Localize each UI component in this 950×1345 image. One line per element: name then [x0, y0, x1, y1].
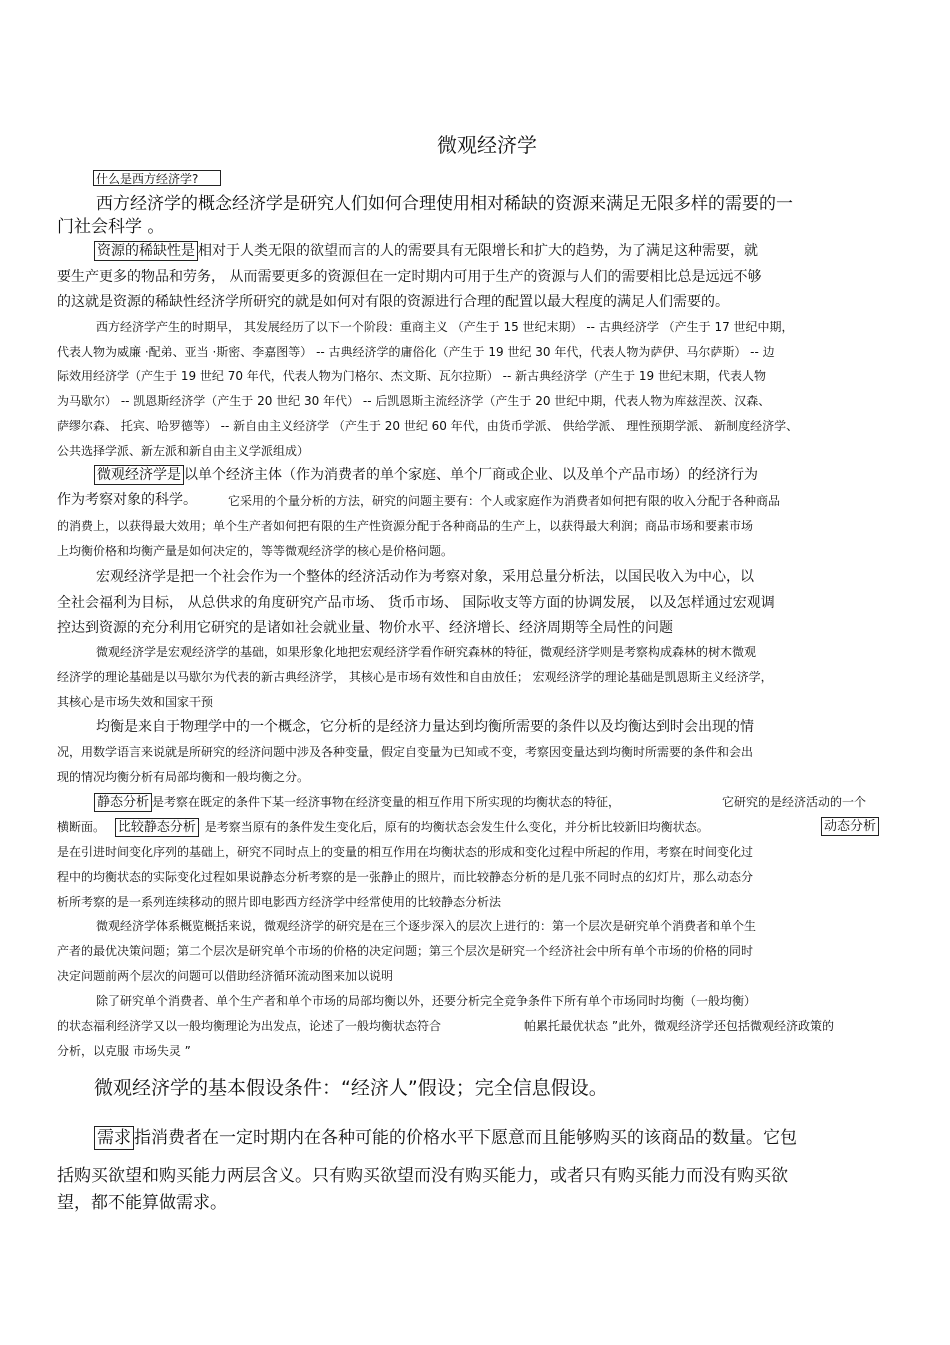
p8-line4: 程中的均衡状态的实际变化过程如果说静态分析考察的是一张静止的照片，而比较静态分析的是几张不同时点的幻灯片，那么动态分 — [57, 870, 754, 884]
p3-line3: 际效用经济学（产生于 19 世纪 70 年代，代表人物为门格尔、杰文斯、瓦尔拉斯） -- 新古典经济学（产生于 19 世纪末期，代表人物 — [57, 369, 766, 383]
p12-line2: 括购买欲望和购买能力两层含义。只有购买欲望而没有购买能力，或者只有购买能力而没有购买欲 — [57, 1166, 788, 1186]
p3-line5: 萨缪尔森、 托宾、哈罗德等） -- 新自由主义经济学 （产生于 20 世纪 60 年代，由货币学派、 供给学派、 理性预期学派、 新制度经济学、 — [57, 419, 799, 433]
p10-line2b: 帕累托最优状态 ”此外，微观经济学还包括微观经济政策的 — [524, 1019, 835, 1033]
p2-line2: 要生产更多的物品和劳务， 从而需要更多的资源但在一定时期内可用于生产的资源与人们的需要相比总是远远不够 — [57, 269, 762, 285]
p8-line1a-text: 是考察在既定的条件下某一经济事物在经济变量的相互作用下所实现的均衡状态的特征， — [152, 795, 621, 809]
p12-line3: 望，都不能算做需求。 — [57, 1193, 227, 1213]
p4-line1-text: 以单个经济主体（作为消费者的单个家庭、单个厂商或企业、以及单个产品市场）的经济行为 — [184, 467, 758, 483]
term-comparative-static: 比较静态分析 — [115, 818, 199, 837]
p4-line2a: 作为考察对象的科学。 — [57, 492, 197, 508]
p8-line2a-text: 横断面。 — [57, 820, 106, 834]
p1-line1: 西方经济学的概念经济学是研究人们如何合理使用相对稀缺的资源来满足无限多样的需要的一 — [96, 194, 793, 214]
p7-line2: 况，用数学语言来说就是所研究的经济问题中涉及各种变量，假定自变量为已知或不变，考察因变量达到均衡时所需要的条件和会出 — [57, 745, 754, 759]
term-demand: 需求 — [94, 1126, 134, 1150]
p2-line1 — [94, 244, 758, 258]
p8-line3: 是在引进时间变化序列的基础上，研究不同时点上的变量的相互作用在均衡状态的形成和变化过程中所起的作用，考察在时间变化过 — [57, 845, 754, 859]
p6-line3: 其核心是市场失效和国家干预 — [57, 695, 214, 709]
p5-line3: 控达到资源的充分利用它研究的是诸如社会就业量、物价水平、经济增长、经济周期等全局性的问题 — [57, 620, 673, 636]
p4-line1 — [94, 468, 758, 482]
p9-line1: 微观经济学体系概览概括来说，微观经济学的研究是在三个逐步深入的层次上进行的：第一个层次是研究单个消费者和单个生 — [96, 919, 757, 933]
p9-line2: 产者的最优决策问题；第二个层次是研究单个市场的价格的决定问题；第三个层次是研究一个经济社会中所有单个市场的价格的同时 — [57, 944, 754, 958]
p6-line1: 微观经济学是宏观经济学的基础，如果形象化地把宏观经济学看作研究森林的特征，微观经济学则是考察构成森林的树木微观 — [96, 645, 757, 659]
p1-line2: 门社会科学 。 — [57, 217, 165, 237]
p8-line5: 析所考察的是一系列连续移动的照片即电影西方经济学中经常使用的比较静态分析法 — [57, 895, 502, 909]
p3-line1: 西方经济学产生的时期早， 其发展经历了以下一个阶段：重商主义 （产生于 15 世纪末期） -- 古典经济学 （产生于 17 世纪中期， — [96, 320, 794, 334]
p7-line3: 现的情况均衡分析有局部均衡和一般均衡之分。 — [57, 770, 310, 784]
p5-line2: 全社会福利为目标， 从总供求的角度研究产品市场、 货币市场、 国际收支等方面的协调发展， 以及怎样通过宏观调 — [57, 595, 775, 611]
term-microeconomics: 微观经济学是 — [94, 465, 184, 485]
p4-line2b: 它采用的个量分析的方法，研究的问题主要有：个人或家庭作为消费者如何把有限的收入分配于各种商品 — [228, 494, 781, 508]
question-box: 什么是西方经济学? — [93, 170, 221, 186]
p10-line3: 分析，以克服 市场失灵 ” — [57, 1044, 191, 1058]
p10-line2a: 的状态福利经济学又以一般均衡理论为出发点，论述了一般均衡状态符合 — [57, 1019, 442, 1033]
page-title: 微观经济学 — [437, 133, 537, 157]
p2-line3: 的这就是资源的稀缺性经济学所研究的就是如何对有限的资源进行合理的配置以最大程度的满足人们需要的。 — [57, 294, 729, 310]
p7-line1: 均衡是来自于物理学中的一个概念，它分析的是经济力量达到均衡所需要的条件以及均衡达到时会出现的情 — [96, 719, 754, 735]
p12-line1-text: 指消费者在一定时期内在各种可能的价格水平下愿意而且能够购买的该商品的数量。它包 — [134, 1128, 797, 1148]
term-scarcity: 资源的稀缺性是 — [94, 241, 198, 261]
p8-line2b-text: 是考察当原有的条件发生变化后，原有的均衡状态会发生什么变化，并分析比较新旧均衡状态。 — [204, 820, 709, 834]
p8-line2 — [57, 821, 709, 834]
assumptions-heading: 微观经济学的基本假设条件：“经济人”假设；完全信息假设。 — [94, 1077, 608, 1099]
p3-line4: 为马歇尔） -- 凯恩斯经济学（产生于 20 世纪 30 年代） -- 后凯恩斯主流经济学（产生于 20 世纪中期，代表人物为库兹涅茨、汉森、 — [57, 394, 771, 408]
p4-line3: 的消费上，以获得最大效用；单个生产者如何把有限的生产性资源分配于各种商品的生产上，以获得最大利润；商品市场和要素市场 — [57, 519, 754, 533]
p12-line1 — [94, 1130, 797, 1147]
p6-line2: 经济学的理论基础是以马歇尔为代表的新古典经济学， 其核心是市场有效性和自由放任； 宏观经济学的理论基础是凯恩斯主义经济学， — [57, 670, 773, 684]
p4-line4: 上均衡价格和均衡产量是如何决定的，等等微观经济学的核心是价格问题。 — [57, 544, 454, 558]
p9-line3: 决定问题前两个层次的问题可以借助经济循环流动图来加以说明 — [57, 969, 394, 983]
term-dynamic-wrap — [821, 820, 879, 833]
p8-line1 — [94, 796, 620, 809]
p3-line2: 代表人物为威廉 ·配弟、亚当 ·斯密、李嘉图等） -- 古典经济学的庸俗化（产生于 19 世纪 30 年代，代表人物为萨伊、马尔萨斯） -- 边 — [57, 345, 775, 359]
term-static-analysis: 静态分析 — [94, 793, 152, 812]
p3-line6: 公共选择学派、新左派和新自由主义学派组成） — [57, 444, 310, 458]
p5-line1: 宏观经济学是把一个社会作为一个整体的经济活动作为考察对象，采用总量分析法，以国民收入为中心，以 — [96, 569, 754, 585]
p10-line1: 除了研究单个消费者、单个生产者和单个市场的局部均衡以外，还要分析完全竞争条件下所有单个市场同时均衡（一般均衡） — [96, 994, 757, 1008]
p8-line1b: 它研究的是经济活动的一个 — [722, 795, 867, 809]
term-dynamic-analysis: 动态分析 — [821, 817, 879, 836]
p2-line1-text: 相对于人类无限的欲望而言的人的需要具有无限增长和扩大的趋势，为了满足这种需要，就 — [198, 243, 758, 259]
